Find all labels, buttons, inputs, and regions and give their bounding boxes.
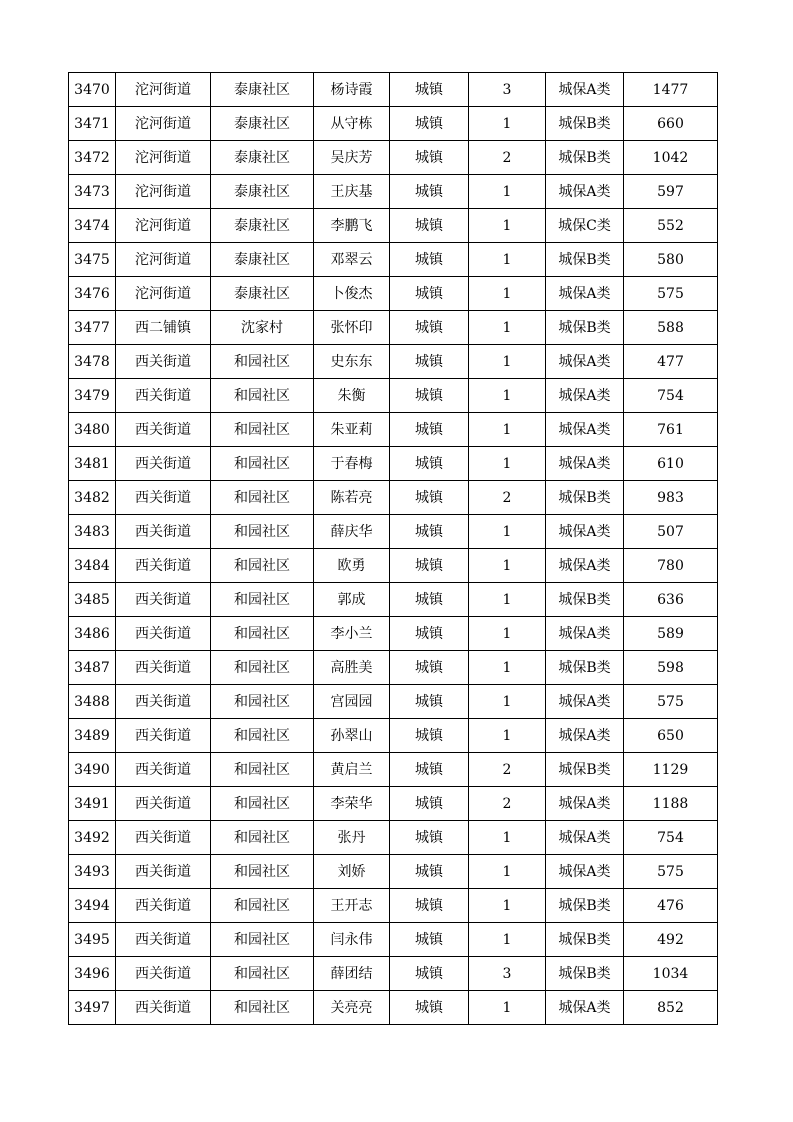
member-count-cell: 1 (469, 447, 546, 481)
name-cell: 陈若亮 (314, 481, 390, 515)
street-cell: 西关街道 (116, 991, 211, 1025)
table-row (69, 243, 718, 277)
community-cell: 泰康社区 (211, 243, 314, 277)
member-count-cell: 1 (469, 515, 546, 549)
amount-cell: 597 (624, 175, 718, 209)
amount-cell: 507 (624, 515, 718, 549)
street-cell: 西关街道 (116, 481, 211, 515)
table-row (69, 889, 718, 923)
table-row (69, 209, 718, 243)
name-cell: 黄启兰 (314, 753, 390, 787)
category-cell: 城保A类 (546, 787, 624, 821)
member-count-cell: 1 (469, 549, 546, 583)
amount-cell: 492 (624, 923, 718, 957)
member-count-cell: 2 (469, 787, 546, 821)
category-cell: 城保A类 (546, 855, 624, 889)
household-type-cell: 城镇 (390, 209, 469, 243)
household-type-cell: 城镇 (390, 617, 469, 651)
community-cell: 和园社区 (211, 719, 314, 753)
amount-cell: 575 (624, 277, 718, 311)
street-cell: 西关街道 (116, 617, 211, 651)
community-cell: 和园社区 (211, 413, 314, 447)
household-type-cell: 城镇 (390, 889, 469, 923)
member-count-cell: 1 (469, 413, 546, 447)
table-row (69, 855, 718, 889)
table-row (69, 583, 718, 617)
category-cell: 城保B类 (546, 311, 624, 345)
serial-number-cell: 3482 (69, 481, 116, 515)
street-cell: 沱河街道 (116, 243, 211, 277)
street-cell: 西关街道 (116, 345, 211, 379)
community-cell: 和园社区 (211, 617, 314, 651)
member-count-cell: 3 (469, 957, 546, 991)
amount-cell: 660 (624, 107, 718, 141)
member-count-cell: 3 (469, 73, 546, 107)
category-cell: 城保B类 (546, 651, 624, 685)
street-cell: 沱河街道 (116, 141, 211, 175)
serial-number-cell: 3492 (69, 821, 116, 855)
household-type-cell: 城镇 (390, 175, 469, 209)
amount-cell: 575 (624, 855, 718, 889)
amount-cell: 650 (624, 719, 718, 753)
household-type-cell: 城镇 (390, 685, 469, 719)
member-count-cell: 1 (469, 617, 546, 651)
name-cell: 张怀印 (314, 311, 390, 345)
amount-cell: 580 (624, 243, 718, 277)
street-cell: 沱河街道 (116, 73, 211, 107)
name-cell: 卜俊杰 (314, 277, 390, 311)
serial-number-cell: 3485 (69, 583, 116, 617)
serial-number-cell: 3481 (69, 447, 116, 481)
serial-number-cell: 3487 (69, 651, 116, 685)
member-count-cell: 1 (469, 583, 546, 617)
community-cell: 和园社区 (211, 821, 314, 855)
community-cell: 和园社区 (211, 991, 314, 1025)
category-cell: 城保A类 (546, 413, 624, 447)
community-cell: 和园社区 (211, 345, 314, 379)
street-cell: 西关街道 (116, 447, 211, 481)
street-cell: 西二铺镇 (116, 311, 211, 345)
table-row (69, 719, 718, 753)
table-row (69, 379, 718, 413)
amount-cell: 754 (624, 379, 718, 413)
amount-cell: 780 (624, 549, 718, 583)
serial-number-cell: 3489 (69, 719, 116, 753)
name-cell: 朱衡 (314, 379, 390, 413)
amount-cell: 761 (624, 413, 718, 447)
category-cell: 城保B类 (546, 141, 624, 175)
serial-number-cell: 3477 (69, 311, 116, 345)
name-cell: 郭成 (314, 583, 390, 617)
amount-cell: 1477 (624, 73, 718, 107)
table-row (69, 787, 718, 821)
serial-number-cell: 3470 (69, 73, 116, 107)
household-type-cell: 城镇 (390, 413, 469, 447)
category-cell: 城保A类 (546, 379, 624, 413)
category-cell: 城保B类 (546, 107, 624, 141)
member-count-cell: 1 (469, 311, 546, 345)
street-cell: 西关街道 (116, 753, 211, 787)
category-cell: 城保A类 (546, 447, 624, 481)
category-cell: 城保C类 (546, 209, 624, 243)
community-cell: 和园社区 (211, 651, 314, 685)
name-cell: 于春梅 (314, 447, 390, 481)
name-cell: 王开志 (314, 889, 390, 923)
amount-cell: 1042 (624, 141, 718, 175)
community-cell: 和园社区 (211, 379, 314, 413)
member-count-cell: 1 (469, 209, 546, 243)
table-row (69, 73, 718, 107)
serial-number-cell: 3493 (69, 855, 116, 889)
member-count-cell: 1 (469, 107, 546, 141)
category-cell: 城保A类 (546, 821, 624, 855)
category-cell: 城保B类 (546, 889, 624, 923)
name-cell: 吴庆芳 (314, 141, 390, 175)
member-count-cell: 1 (469, 991, 546, 1025)
amount-cell: 852 (624, 991, 718, 1025)
category-cell: 城保B类 (546, 243, 624, 277)
name-cell: 李鹏飞 (314, 209, 390, 243)
name-cell: 王庆基 (314, 175, 390, 209)
street-cell: 西关街道 (116, 821, 211, 855)
name-cell: 杨诗霞 (314, 73, 390, 107)
serial-number-cell: 3490 (69, 753, 116, 787)
table-row (69, 617, 718, 651)
community-cell: 和园社区 (211, 787, 314, 821)
amount-cell: 636 (624, 583, 718, 617)
amount-cell: 552 (624, 209, 718, 243)
amount-cell: 1188 (624, 787, 718, 821)
community-cell: 沈家村 (211, 311, 314, 345)
table-row (69, 515, 718, 549)
name-cell: 宫园园 (314, 685, 390, 719)
household-type-cell: 城镇 (390, 141, 469, 175)
amount-cell: 1034 (624, 957, 718, 991)
amount-cell: 477 (624, 345, 718, 379)
member-count-cell: 1 (469, 821, 546, 855)
street-cell: 西关街道 (116, 685, 211, 719)
category-cell: 城保B类 (546, 957, 624, 991)
community-cell: 泰康社区 (211, 73, 314, 107)
category-cell: 城保A类 (546, 549, 624, 583)
household-type-cell: 城镇 (390, 311, 469, 345)
amount-cell: 476 (624, 889, 718, 923)
amount-cell: 1129 (624, 753, 718, 787)
household-type-cell: 城镇 (390, 345, 469, 379)
household-type-cell: 城镇 (390, 923, 469, 957)
category-cell: 城保B类 (546, 753, 624, 787)
table-row (69, 923, 718, 957)
community-cell: 和园社区 (211, 685, 314, 719)
street-cell: 西关街道 (116, 855, 211, 889)
serial-number-cell: 3473 (69, 175, 116, 209)
serial-number-cell: 3474 (69, 209, 116, 243)
name-cell: 孙翠山 (314, 719, 390, 753)
street-cell: 沱河街道 (116, 175, 211, 209)
table-row (69, 549, 718, 583)
serial-number-cell: 3479 (69, 379, 116, 413)
household-type-cell: 城镇 (390, 277, 469, 311)
street-cell: 西关街道 (116, 413, 211, 447)
street-cell: 西关街道 (116, 787, 211, 821)
member-count-cell: 1 (469, 719, 546, 753)
community-cell: 泰康社区 (211, 175, 314, 209)
community-cell: 和园社区 (211, 515, 314, 549)
household-type-cell: 城镇 (390, 719, 469, 753)
serial-number-cell: 3496 (69, 957, 116, 991)
category-cell: 城保A类 (546, 73, 624, 107)
name-cell: 薛团结 (314, 957, 390, 991)
category-cell: 城保B类 (546, 583, 624, 617)
serial-number-cell: 3472 (69, 141, 116, 175)
household-type-cell: 城镇 (390, 107, 469, 141)
member-count-cell: 1 (469, 175, 546, 209)
household-type-cell: 城镇 (390, 515, 469, 549)
member-count-cell: 1 (469, 923, 546, 957)
member-count-cell: 1 (469, 345, 546, 379)
table-row (69, 753, 718, 787)
community-cell: 和园社区 (211, 923, 314, 957)
household-type-cell: 城镇 (390, 379, 469, 413)
amount-cell: 575 (624, 685, 718, 719)
category-cell: 城保B类 (546, 923, 624, 957)
category-cell: 城保A类 (546, 719, 624, 753)
roster-body (69, 73, 718, 1025)
street-cell: 沱河街道 (116, 277, 211, 311)
table-row (69, 447, 718, 481)
street-cell: 西关街道 (116, 889, 211, 923)
household-type-cell: 城镇 (390, 481, 469, 515)
household-type-cell: 城镇 (390, 855, 469, 889)
category-cell: 城保A类 (546, 515, 624, 549)
name-cell: 闫永伟 (314, 923, 390, 957)
community-cell: 和园社区 (211, 481, 314, 515)
category-cell: 城保A类 (546, 991, 624, 1025)
household-type-cell: 城镇 (390, 821, 469, 855)
community-cell: 和园社区 (211, 447, 314, 481)
table-row (69, 107, 718, 141)
name-cell: 邓翠云 (314, 243, 390, 277)
community-cell: 泰康社区 (211, 209, 314, 243)
household-type-cell: 城镇 (390, 651, 469, 685)
member-count-cell: 1 (469, 277, 546, 311)
serial-number-cell: 3491 (69, 787, 116, 821)
street-cell: 西关街道 (116, 957, 211, 991)
category-cell: 城保A类 (546, 277, 624, 311)
member-count-cell: 2 (469, 753, 546, 787)
street-cell: 西关街道 (116, 515, 211, 549)
serial-number-cell: 3495 (69, 923, 116, 957)
table-row (69, 957, 718, 991)
member-count-cell: 1 (469, 685, 546, 719)
household-type-cell: 城镇 (390, 73, 469, 107)
member-count-cell: 2 (469, 141, 546, 175)
street-cell: 西关街道 (116, 379, 211, 413)
table-row (69, 991, 718, 1025)
category-cell: 城保A类 (546, 175, 624, 209)
household-type-cell: 城镇 (390, 549, 469, 583)
name-cell: 从守栋 (314, 107, 390, 141)
household-type-cell: 城镇 (390, 753, 469, 787)
table-row (69, 175, 718, 209)
member-count-cell: 1 (469, 889, 546, 923)
table-row (69, 141, 718, 175)
street-cell: 沱河街道 (116, 209, 211, 243)
amount-cell: 588 (624, 311, 718, 345)
community-cell: 和园社区 (211, 583, 314, 617)
serial-number-cell: 3475 (69, 243, 116, 277)
street-cell: 沱河街道 (116, 107, 211, 141)
member-count-cell: 1 (469, 651, 546, 685)
street-cell: 西关街道 (116, 651, 211, 685)
community-cell: 泰康社区 (211, 277, 314, 311)
category-cell: 城保B类 (546, 481, 624, 515)
amount-cell: 754 (624, 821, 718, 855)
serial-number-cell: 3478 (69, 345, 116, 379)
community-cell: 和园社区 (211, 549, 314, 583)
street-cell: 西关街道 (116, 549, 211, 583)
serial-number-cell: 3476 (69, 277, 116, 311)
name-cell: 欧勇 (314, 549, 390, 583)
table-row (69, 651, 718, 685)
table-row (69, 685, 718, 719)
table-row (69, 277, 718, 311)
serial-number-cell: 3483 (69, 515, 116, 549)
serial-number-cell: 3480 (69, 413, 116, 447)
name-cell: 刘娇 (314, 855, 390, 889)
household-type-cell: 城镇 (390, 787, 469, 821)
member-count-cell: 1 (469, 379, 546, 413)
serial-number-cell: 3494 (69, 889, 116, 923)
member-count-cell: 1 (469, 855, 546, 889)
table-row (69, 481, 718, 515)
table-row (69, 345, 718, 379)
amount-cell: 610 (624, 447, 718, 481)
community-cell: 和园社区 (211, 957, 314, 991)
amount-cell: 589 (624, 617, 718, 651)
household-type-cell: 城镇 (390, 583, 469, 617)
community-cell: 和园社区 (211, 753, 314, 787)
category-cell: 城保A类 (546, 617, 624, 651)
name-cell: 薛庆华 (314, 515, 390, 549)
name-cell: 关亮亮 (314, 991, 390, 1025)
street-cell: 西关街道 (116, 719, 211, 753)
community-cell: 泰康社区 (211, 141, 314, 175)
name-cell: 朱亚莉 (314, 413, 390, 447)
street-cell: 西关街道 (116, 923, 211, 957)
household-type-cell: 城镇 (390, 991, 469, 1025)
serial-number-cell: 3488 (69, 685, 116, 719)
name-cell: 史东东 (314, 345, 390, 379)
community-cell: 和园社区 (211, 889, 314, 923)
amount-cell: 598 (624, 651, 718, 685)
amount-cell: 983 (624, 481, 718, 515)
community-cell: 和园社区 (211, 855, 314, 889)
household-type-cell: 城镇 (390, 447, 469, 481)
category-cell: 城保A类 (546, 345, 624, 379)
household-type-cell: 城镇 (390, 243, 469, 277)
street-cell: 西关街道 (116, 583, 211, 617)
member-count-cell: 1 (469, 243, 546, 277)
member-count-cell: 2 (469, 481, 546, 515)
name-cell: 李小兰 (314, 617, 390, 651)
name-cell: 李荣华 (314, 787, 390, 821)
serial-number-cell: 3484 (69, 549, 116, 583)
serial-number-cell: 3497 (69, 991, 116, 1025)
table-row (69, 311, 718, 345)
category-cell: 城保A类 (546, 685, 624, 719)
serial-number-cell: 3486 (69, 617, 116, 651)
name-cell: 张丹 (314, 821, 390, 855)
name-cell: 高胜美 (314, 651, 390, 685)
table-row (69, 413, 718, 447)
table-row (69, 821, 718, 855)
serial-number-cell: 3471 (69, 107, 116, 141)
household-type-cell: 城镇 (390, 957, 469, 991)
roster-table (68, 72, 718, 1025)
community-cell: 泰康社区 (211, 107, 314, 141)
